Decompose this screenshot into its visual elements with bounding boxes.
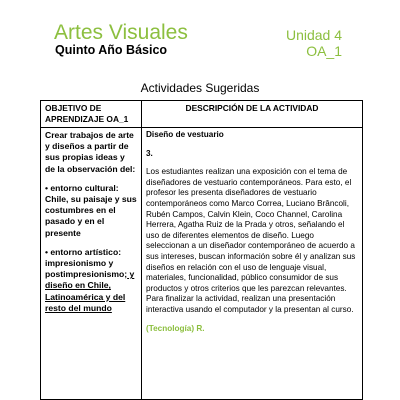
description-cell: [142, 128, 363, 400]
grade-subtitle: Quinto Año Básico: [55, 43, 168, 57]
activity-body: Los estudiantes realizan una exposición con el tema de diseñadores de vestuario contemporáneos. Para esto, el profesor les presenta diseñadores de vestuario contemporáneos como Marco Correa, Luciano Brâncoli, Rubén Campos, Calvin Klein, Coco Channel, Carolina Herrera, Agatha Ruiz de la Prada y otros, señalando el uso de diferentes elementos de diseño. Luego seleccionan a un diseñador contemporáneo de acuerdo a sus intereses, buscan información sobre él y analizan sus diseños en relación con el uso de lenguaje visual, materiales, funcionalidad, público consumidor de sus productos y otros criterios que les parezcan relevantes. Para finalizar la actividad, realizan una presentación interactiva usando el computador y la presentan al curso.: [146, 167, 356, 314]
activity-number: 3.: [146, 148, 153, 158]
col-header-description: DESCRIPCIÓN DE LA ACTIVIDAD: [142, 101, 363, 128]
activity-tag: (Tecnología) R.: [146, 323, 205, 333]
activity-title: Diseño de vestuario: [146, 130, 224, 139]
objective-item-artistic-text: • entorno artístico: impresionismo y postimpresionismo;: [45, 246, 128, 280]
activities-table: [40, 100, 363, 400]
unit-label: Unidad 4: [285, 27, 342, 43]
subject-title: Artes Visuales: [54, 21, 188, 44]
objective-item-cultural: • entorno cultural: Chile, su paisaje y sus costumbres en el pasado y en el presente: [45, 182, 137, 238]
objective-intro: Crear trabajos de arte y diseños a partir de sus propias ideas y de la observación del:: [45, 130, 136, 174]
table-row: [41, 128, 363, 400]
table-header-row: [41, 101, 363, 128]
section-title: Actividades Sugeridas: [140, 81, 260, 95]
oa-label: OA_1: [306, 43, 342, 59]
objective-item-artistic: [45, 247, 137, 314]
objective-cell: [41, 128, 142, 400]
col-header-objective: OBJETIVO DE APRENDIZAJE OA_1: [41, 101, 142, 128]
objective-item-design-text: y diseño en Chile, Latinoamérica y del resto del mundo: [45, 269, 135, 313]
